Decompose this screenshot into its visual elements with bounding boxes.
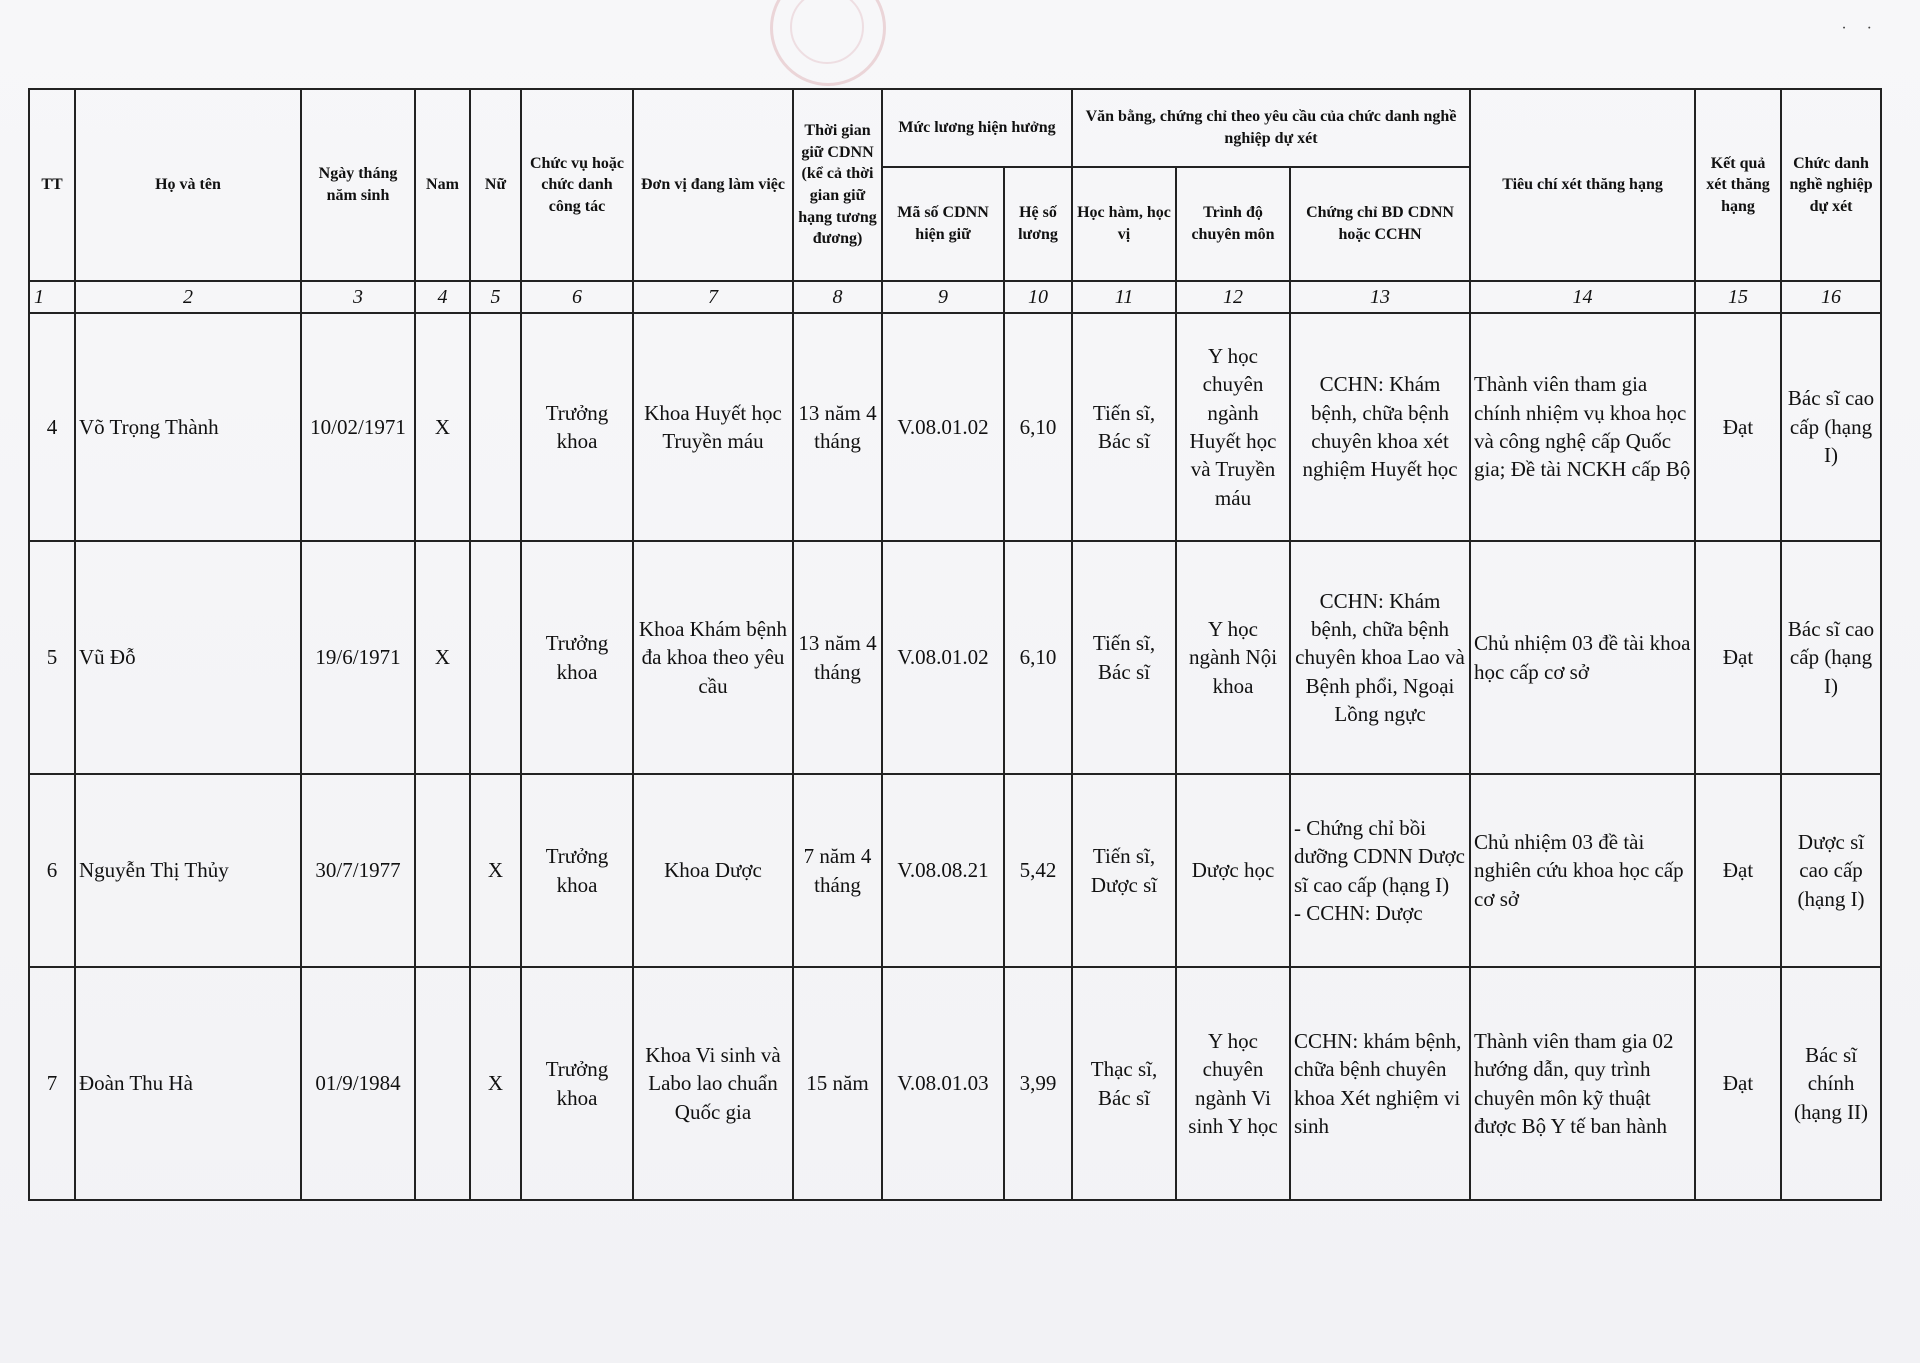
table-row: [29, 541, 1881, 774]
col-number: 3: [301, 281, 415, 313]
col-number: 14: [1470, 281, 1695, 313]
cell-tt: 7: [29, 967, 75, 1200]
cell-male: X: [415, 541, 470, 774]
cell-dob: 10/02/1971: [301, 313, 415, 541]
cell-name: Võ Trọng Thành: [75, 313, 301, 541]
table-row: [29, 967, 1881, 1200]
cell-target: Dược sĩ cao cấp (hạng I): [1781, 774, 1881, 967]
col-number: 12: [1176, 281, 1290, 313]
cell-criteria: Chủ nhiệm 03 đề tài khoa học cấp cơ sở: [1470, 541, 1695, 774]
cell-coef: 3,99: [1004, 967, 1072, 1200]
cell-position: Trưởng khoa: [521, 967, 633, 1200]
cell-unit: Khoa Dược: [633, 774, 793, 967]
col-header-dob: Ngày tháng năm sinh: [301, 89, 415, 281]
col-header-salary-group: Mức lương hiện hưởng: [882, 89, 1072, 167]
scan-specks: · ·: [1841, 20, 1880, 37]
col-number: 5: [470, 281, 521, 313]
col-number: 16: [1781, 281, 1881, 313]
col-number: 15: [1695, 281, 1781, 313]
cell-level: Y học chuyên ngành Vi sinh Y học: [1176, 967, 1290, 1200]
cell-coef: 6,10: [1004, 541, 1072, 774]
cell-degree: Tiến sĩ, Bác sĩ: [1072, 313, 1176, 541]
cell-female: [470, 541, 521, 774]
col-header-name: Họ và tên: [75, 89, 301, 281]
col-header-unit: Đơn vị đang làm việc: [633, 89, 793, 281]
cell-dob: 19/6/1971: [301, 541, 415, 774]
cell-female: X: [470, 967, 521, 1200]
cell-tt: 5: [29, 541, 75, 774]
col-header-tt: TT: [29, 89, 75, 281]
cell-degree: Tiến sĩ, Bác sĩ: [1072, 541, 1176, 774]
cell-result: Đạt: [1695, 541, 1781, 774]
cell-code: V.08.01.02: [882, 313, 1004, 541]
col-number: 4: [415, 281, 470, 313]
cell-criteria: Chủ nhiệm 03 đề tài nghiên cứu khoa học cấp cơ sở: [1470, 774, 1695, 967]
col-header-position: Chức vụ hoặc chức danh công tác: [521, 89, 633, 281]
cell-tt: 4: [29, 313, 75, 541]
col-header-criteria: Tiêu chí xét thăng hạng: [1470, 89, 1695, 281]
cell-name: Đoàn Thu Hà: [75, 967, 301, 1200]
cell-level: Y học chuyên ngành Huyết học và Truyền máu: [1176, 313, 1290, 541]
promotion-table: [28, 88, 1882, 1201]
col-header-coef: Hệ số lương: [1004, 167, 1072, 281]
cell-code: V.08.08.21: [882, 774, 1004, 967]
cell-cert: CCHN: Khám bệnh, chữa bệnh chuyên khoa Lao và Bệnh phổi, Ngoại Lồng ngực: [1290, 541, 1470, 774]
cell-name: Nguyễn Thị Thủy: [75, 774, 301, 967]
cell-degree: Thạc sĩ, Bác sĩ: [1072, 967, 1176, 1200]
cell-target: Bác sĩ cao cấp (hạng I): [1781, 541, 1881, 774]
col-header-target: Chức danh nghề nghiệp dự xét: [1781, 89, 1881, 281]
cell-level: Dược học: [1176, 774, 1290, 967]
cell-result: Đạt: [1695, 313, 1781, 541]
cell-degree: Tiến sĩ, Dược sĩ: [1072, 774, 1176, 967]
cell-tt: 6: [29, 774, 75, 967]
col-number: 2: [75, 281, 301, 313]
col-number: 8: [793, 281, 882, 313]
col-number: 10: [1004, 281, 1072, 313]
cell-position: Trưởng khoa: [521, 313, 633, 541]
cell-cert: CCHN: Khám bệnh, chữa bệnh chuyên khoa xét nghiệm Huyết học: [1290, 313, 1470, 541]
table-row: [29, 313, 1881, 541]
col-number: 6: [521, 281, 633, 313]
col-header-male: Nam: [415, 89, 470, 281]
cell-code: V.08.01.02: [882, 541, 1004, 774]
cell-female: X: [470, 774, 521, 967]
cell-time: 13 năm 4 tháng: [793, 541, 882, 774]
cell-male: [415, 774, 470, 967]
cell-criteria: Thành viên tham gia 02 hướng dẫn, quy trình chuyên môn kỹ thuật được Bộ Y tế ban hành: [1470, 967, 1695, 1200]
cell-coef: 5,42: [1004, 774, 1072, 967]
cell-time: 13 năm 4 tháng: [793, 313, 882, 541]
cell-cert: CCHN: khám bệnh, chữa bệnh chuyên khoa Xét nghiệm vi sinh: [1290, 967, 1470, 1200]
cell-position: Trưởng khoa: [521, 541, 633, 774]
cell-target: Bác sĩ chính (hạng II): [1781, 967, 1881, 1200]
cell-code: V.08.01.03: [882, 967, 1004, 1200]
cell-target: Bác sĩ cao cấp (hạng I): [1781, 313, 1881, 541]
cell-dob: 30/7/1977: [301, 774, 415, 967]
col-header-degree: Học hàm, học vị: [1072, 167, 1176, 281]
cell-result: Đạt: [1695, 774, 1781, 967]
cell-position: Trưởng khoa: [521, 774, 633, 967]
col-number: 1: [29, 281, 75, 313]
cell-unit: Khoa Khám bệnh đa khoa theo yêu cầu: [633, 541, 793, 774]
cell-time: 15 năm: [793, 967, 882, 1200]
cell-male: X: [415, 313, 470, 541]
cell-criteria: Thành viên tham gia chính nhiệm vụ khoa học và công nghệ cấp Quốc gia; Đề tài NCKH cấp Bộ: [1470, 313, 1695, 541]
cell-male: [415, 967, 470, 1200]
column-number-row: [29, 281, 1881, 313]
cell-coef: 6,10: [1004, 313, 1072, 541]
cell-level: Y học ngành Nội khoa: [1176, 541, 1290, 774]
col-header-female: Nữ: [470, 89, 521, 281]
col-number: 9: [882, 281, 1004, 313]
col-header-cert: Chứng chỉ BD CDNN hoặc CCHN: [1290, 167, 1470, 281]
cell-dob: 01/9/1984: [301, 967, 415, 1200]
cell-unit: Khoa Vi sinh và Labo lao chuẩn Quốc gia: [633, 967, 793, 1200]
cell-unit: Khoa Huyết học Truyền máu: [633, 313, 793, 541]
cell-name: Vũ Đỗ: [75, 541, 301, 774]
col-number: 7: [633, 281, 793, 313]
col-header-code: Mã số CDNN hiện giữ: [882, 167, 1004, 281]
col-header-degree-group: Văn bằng, chứng chỉ theo yêu cầu của chức danh nghề nghiệp dự xét: [1072, 89, 1470, 167]
cell-cert: - Chứng chỉ bồi dưỡng CDNN Dược sĩ cao cấp (hạng I) - CCHN: Dược: [1290, 774, 1470, 967]
header-row-1: [29, 89, 1881, 167]
cell-time: 7 năm 4 tháng: [793, 774, 882, 967]
cell-result: Đạt: [1695, 967, 1781, 1200]
cell-female: [470, 313, 521, 541]
col-number: 11: [1072, 281, 1176, 313]
col-header-level: Trình độ chuyên môn: [1176, 167, 1290, 281]
col-number: 13: [1290, 281, 1470, 313]
table-row: [29, 774, 1881, 967]
col-header-result: Kết quả xét thăng hạng: [1695, 89, 1781, 281]
col-header-time: Thời gian giữ CDNN (kể cả thời gian giữ hạng tương đương): [793, 89, 882, 281]
